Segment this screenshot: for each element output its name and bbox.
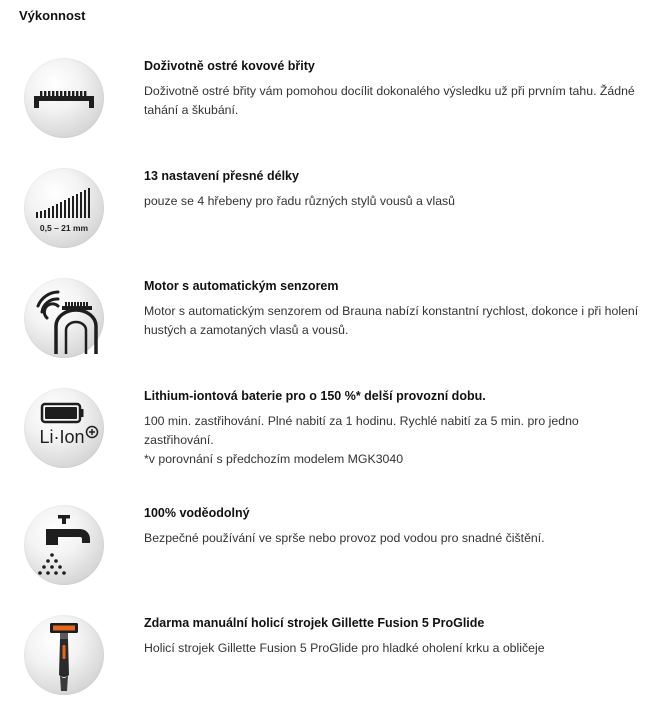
sensor-motor-icon <box>24 278 104 358</box>
feature-description: Holicí strojek Gillette Fusion 5 ProGlide pro hladké oholení krku a obličeje <box>144 641 545 655</box>
feature-title: Doživotně ostré kovové břity <box>144 59 315 73</box>
li-ion-battery-icon <box>24 388 104 468</box>
icon-circle <box>24 278 104 358</box>
page-title: Výkonnost <box>19 8 86 23</box>
blade-icon <box>24 58 104 138</box>
icon-circle <box>24 388 104 468</box>
feature-description: Doživotně ostré břity vám pomohou docílit dokonalého výsledku už při prvním tahu. Žádné tahání a škubání. <box>144 84 635 117</box>
icon-circle <box>24 58 104 138</box>
feature-title: 100% voděodolný <box>144 506 250 520</box>
feature-title: Motor s automatickým senzorem <box>144 279 339 293</box>
length-settings-icon <box>24 168 104 248</box>
feature-description: Motor s automatickým senzorem od Brauna nabízí konstantní rychlost, dokonce i při holení hustých a zamotaných vlasů a vousů. <box>144 304 639 337</box>
feature-item <box>0 500 663 600</box>
icon-circle <box>24 505 104 585</box>
feature-item <box>0 270 663 370</box>
feature-item <box>0 610 663 710</box>
feature-description: pouze se 4 hřebeny pro řadu různých stylů vousů a vlasů <box>144 194 456 208</box>
razor-icon <box>24 615 104 695</box>
feature-description: Bezpečné používání ve sprše nebo provoz pod vodou pro snadné čištění. <box>144 531 545 545</box>
icon-circle <box>24 168 104 248</box>
feature-item <box>0 160 663 260</box>
feature-item <box>0 50 663 150</box>
feature-item <box>0 380 663 480</box>
feature-title: Lithium-iontová baterie pro o 150 %* delší provozní dobu. <box>144 389 486 403</box>
length-range-label: 0,5 – 21 mm <box>39 223 89 233</box>
icon-circle <box>24 615 104 695</box>
water-tap-icon <box>24 505 104 585</box>
li-ion-label: Li·Ion <box>39 427 85 447</box>
feature-title: Zdarma manuální holicí strojek Gillette Fusion 5 ProGlide <box>144 616 485 630</box>
feature-title: 13 nastavení přesné délky <box>144 169 299 183</box>
feature-description: 100 min. zastřihování. Plné nabití za 1 hodinu. Rychlé nabití za 5 min. pro jedno zastřihování. *v porovnání s předchozím modelem MGK3040 <box>144 414 579 466</box>
